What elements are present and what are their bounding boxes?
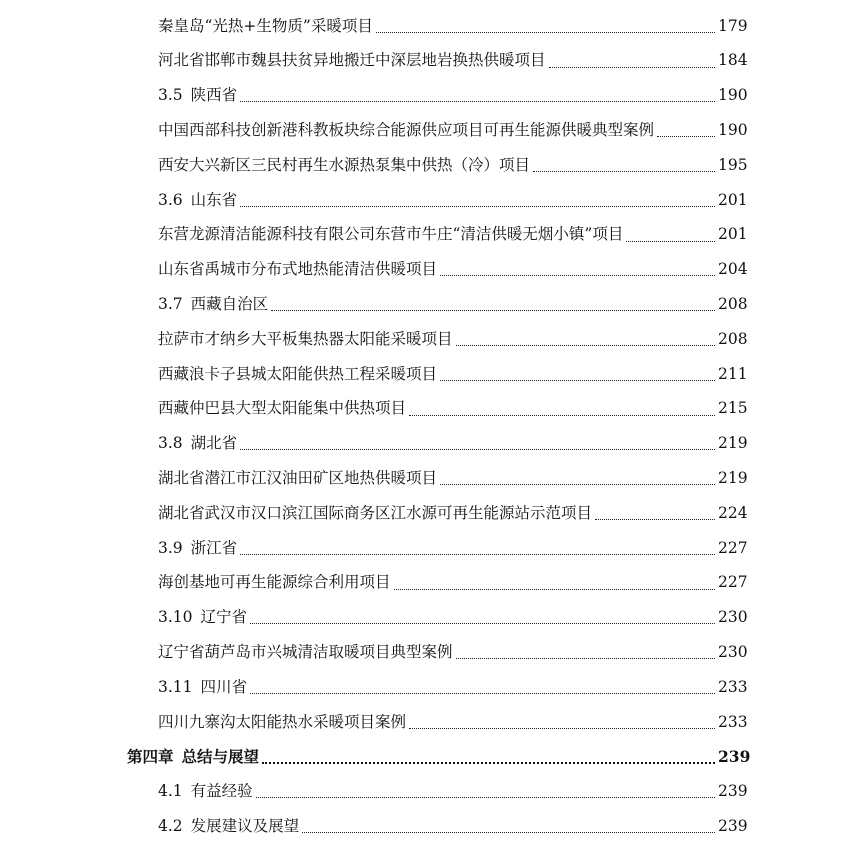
- toc-page-number: 179: [718, 16, 748, 35]
- toc-section-row[interactable]: [0, 287, 868, 322]
- toc-number: 3.7: [158, 295, 183, 314]
- toc-number: 4.1: [158, 782, 183, 801]
- toc-title-text: 湖北省武汉市汉口滨江国际商务区江水源可再生能源站示范项目: [158, 503, 593, 522]
- dot-leader: [440, 483, 715, 485]
- dot-leader: [440, 274, 715, 276]
- toc-title-text: 海创基地可再生能源综合利用项目: [158, 573, 391, 592]
- dot-leader: [657, 135, 715, 137]
- toc-title: [158, 53, 546, 69]
- dot-leader: [440, 379, 715, 381]
- toc-entry-row[interactable]: [0, 253, 868, 288]
- toc-title: [158, 677, 248, 696]
- toc-entry-row[interactable]: [0, 566, 868, 601]
- toc-title: [158, 190, 238, 209]
- toc-title: [158, 538, 238, 557]
- toc-section-row[interactable]: [0, 427, 868, 462]
- toc-title-text: 浙江省: [190, 538, 238, 557]
- toc-title: [158, 784, 253, 800]
- toc-title: [158, 297, 268, 313]
- toc-entry-row[interactable]: [0, 322, 868, 357]
- toc-page-number: 211: [718, 364, 748, 383]
- toc-number: 4.2: [158, 816, 183, 835]
- toc-title-text: 西安大兴新区三民村再生水源热泵集中供热（冷）项目: [158, 155, 531, 174]
- toc-page-number: 201: [718, 225, 748, 244]
- toc-page-number: 233: [718, 712, 748, 731]
- toc-entry-row[interactable]: [0, 148, 868, 183]
- dot-leader: [394, 588, 715, 590]
- dot-leader: [240, 553, 715, 555]
- toc-title-text: 湖北省潜江市江汉油田矿区地热供暖项目: [158, 469, 438, 487]
- toc-number: 第四章: [127, 747, 174, 767]
- toc-title: [158, 712, 407, 731]
- toc-title-text: 四川省: [200, 677, 248, 696]
- toc-entry-row[interactable]: [0, 218, 868, 253]
- toc-page-number: 195: [718, 155, 748, 174]
- toc-title-text: 辽宁省: [200, 608, 248, 627]
- toc-title: [127, 749, 259, 765]
- toc-title-text: 发展建议及展望: [190, 816, 300, 835]
- dot-leader: [250, 622, 715, 624]
- toc-chapter-row[interactable]: [0, 740, 868, 775]
- toc-page-number: 190: [718, 121, 748, 140]
- toc-page-number: 239: [718, 782, 748, 801]
- toc-title-text: 西藏浪卡子县城太阳能供热工程采暖项目: [158, 364, 438, 383]
- toc-page-number: 239: [718, 816, 748, 835]
- toc-section-row[interactable]: [0, 531, 868, 566]
- dot-leader: [595, 518, 715, 520]
- toc-title-text: 辽宁省葫芦岛市兴城清洁取暖项目典型案例: [158, 642, 453, 661]
- dot-leader: [533, 170, 715, 172]
- dot-leader: [456, 657, 715, 659]
- toc-section-row[interactable]: [0, 79, 868, 114]
- toc-title-text: 总结与展望: [181, 747, 260, 767]
- toc-entry-row[interactable]: [0, 9, 868, 44]
- toc-title-text: 山东省禹城市分布式地热能清洁供暖项目: [158, 260, 438, 279]
- toc-page-number: 227: [718, 573, 748, 592]
- toc-section-row[interactable]: [0, 809, 868, 844]
- dot-leader: [250, 692, 715, 694]
- toc-section-row[interactable]: [0, 775, 868, 810]
- toc-title-text: 陕西省: [190, 86, 238, 105]
- toc-title-text: 山东省: [190, 190, 238, 209]
- toc-page-number: 219: [718, 469, 748, 487]
- dot-leader: [256, 796, 715, 798]
- toc-title: [158, 471, 437, 487]
- dot-leader: [549, 66, 715, 68]
- toc-page-number: 184: [718, 51, 748, 70]
- toc-entry-row[interactable]: [0, 392, 868, 427]
- toc-number: 3.11: [158, 677, 193, 696]
- dot-leader: [271, 309, 715, 311]
- toc-page-number: 239: [718, 747, 751, 767]
- toc-page-number: 230: [718, 608, 748, 627]
- toc-page-number: 190: [718, 86, 748, 105]
- dot-leader: [240, 205, 715, 207]
- toc-entry-row[interactable]: [0, 705, 868, 740]
- toc-title: [158, 88, 237, 104]
- toc-title: [158, 155, 531, 174]
- toc-entry-row[interactable]: [0, 44, 868, 79]
- toc-title: [158, 262, 437, 278]
- toc-title-text: 河北省邯郸市魏县扶贫异地搬迁中深层地岩换热供暖项目: [158, 51, 546, 70]
- toc-number: 3.10: [158, 608, 193, 627]
- toc-number: 3.5: [158, 86, 183, 105]
- dot-leader: [302, 831, 715, 833]
- toc-title-text: 中国西部科技创新港科教板块综合能源供应项目可再生能源供暖典型案例: [158, 121, 655, 140]
- toc-number: 3.9: [158, 538, 183, 557]
- toc-number: 3.6: [158, 190, 183, 209]
- toc-title: [158, 642, 453, 661]
- toc-page-number: 215: [718, 399, 748, 418]
- dot-leader: [626, 240, 715, 242]
- dot-leader: [376, 31, 715, 33]
- toc-page-number: 233: [718, 677, 748, 696]
- toc-title: [158, 610, 247, 626]
- toc-title: [158, 436, 237, 452]
- toc-title: [158, 329, 453, 348]
- toc-page-number: 224: [718, 503, 748, 522]
- dot-leader: [409, 414, 715, 416]
- toc-title: [158, 575, 391, 591]
- toc-page-number: 201: [718, 190, 748, 209]
- toc-title: [158, 364, 438, 383]
- toc-title-text: 湖北省: [190, 434, 238, 453]
- toc-section-row[interactable]: [0, 183, 868, 218]
- toc-title-text: 秦皇岛“光热+生物质”采暖项目: [158, 16, 373, 35]
- dot-leader: [262, 761, 715, 764]
- toc-page-number: 204: [718, 260, 748, 279]
- toc-title: [158, 123, 654, 139]
- toc-title-text: 拉萨市才纳乡大平板集热器太阳能采暖项目: [158, 329, 453, 348]
- toc-page-number: 230: [718, 642, 748, 661]
- toc-page-number: 227: [718, 538, 748, 557]
- toc-page-number: 208: [718, 295, 748, 314]
- toc-title: [158, 816, 300, 835]
- toc-title: [158, 401, 406, 417]
- dot-leader: [240, 448, 715, 450]
- toc-entry-row[interactable]: [0, 496, 868, 531]
- dot-leader: [456, 344, 715, 346]
- dot-leader: [240, 100, 715, 102]
- toc-section-row[interactable]: [0, 601, 868, 636]
- toc-page-number: 208: [718, 329, 748, 348]
- toc-title-text: 东营龙源清洁能源科技有限公司东营市牛庄“清洁供暖无烟小镇”项目: [158, 225, 624, 244]
- toc-title-text: 西藏自治区: [190, 295, 269, 314]
- toc-section-row[interactable]: [0, 670, 868, 705]
- toc-page-number: 219: [718, 434, 748, 453]
- toc-title-text: 西藏仲巴县大型太阳能集中供热项目: [158, 399, 407, 418]
- toc-entry-row[interactable]: [0, 461, 868, 496]
- dot-leader: [409, 727, 715, 729]
- toc-title: [158, 227, 623, 243]
- table-of-contents: [0, 9, 868, 844]
- toc-title: [158, 16, 373, 35]
- toc-title-text: 有益经验: [190, 782, 253, 801]
- toc-entry-row[interactable]: [0, 113, 868, 148]
- toc-entry-row[interactable]: [0, 357, 868, 392]
- toc-title: [158, 503, 593, 522]
- toc-title-text: 四川九寨沟太阳能热水采暖项目案例: [158, 712, 407, 731]
- toc-entry-row[interactable]: [0, 635, 868, 670]
- toc-number: 3.8: [158, 434, 183, 453]
